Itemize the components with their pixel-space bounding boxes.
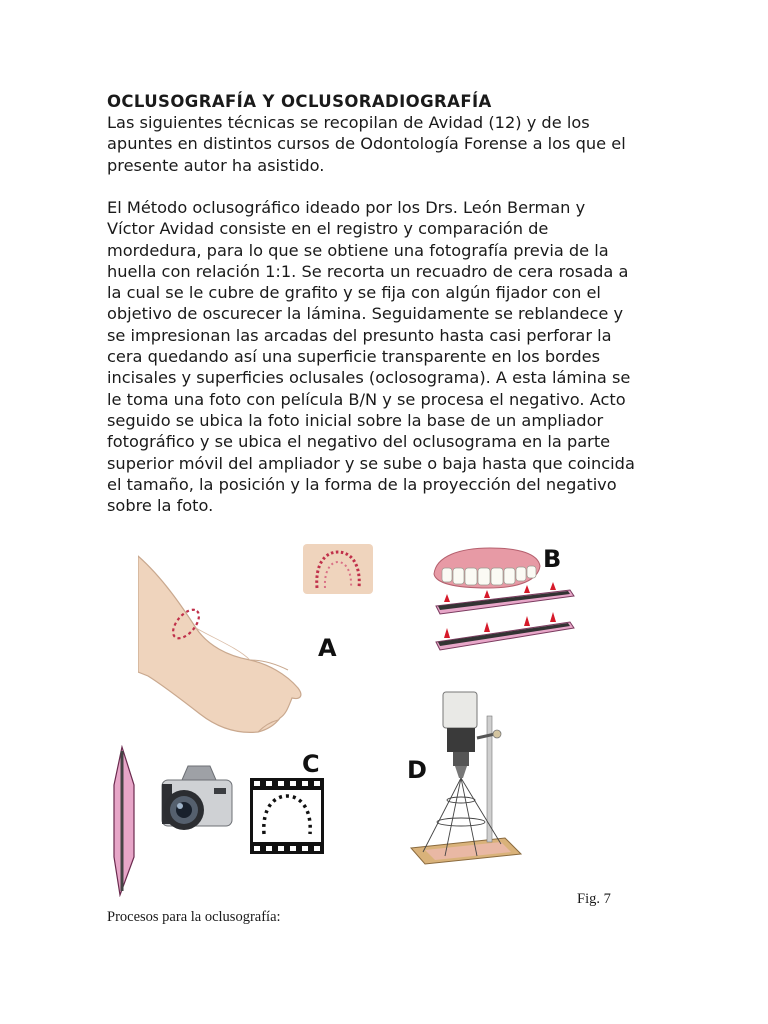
text-line: Las siguientes técnicas se recopilan de Avidad (12) y de los bbox=[107, 113, 590, 132]
figure-label-b: B bbox=[543, 545, 562, 573]
figure-label-d: D bbox=[407, 756, 427, 784]
text-line: la cual se le cubre de grafito y se fija con algún fijador con el bbox=[107, 283, 601, 303]
text-line: El Método oclusográfico ideado por los Drs. León Berman y bbox=[107, 198, 586, 217]
text-line: incisales y superficies oclusales (oclosograma). A esta lámina se bbox=[107, 368, 631, 388]
method-paragraph bbox=[107, 197, 667, 516]
camera-icon bbox=[158, 762, 236, 836]
arm-bite-illustration bbox=[138, 548, 308, 738]
figure-caption: Procesos para la oclusografía: bbox=[107, 909, 281, 925]
figure-label-c: C bbox=[302, 750, 320, 778]
text-line: se impresionan las arcadas del presunto hasta casi perforar la bbox=[107, 325, 612, 345]
text-line: el tamaño, la posición y la forma de la proyección del negativo bbox=[107, 474, 617, 494]
section-heading: OCLUSOGRAFÍA Y OCLUSORADIOGRAFÍA bbox=[107, 92, 492, 111]
figure-number: Fig. 7 bbox=[577, 891, 611, 907]
text-line: Víctor Avidad consiste en el registro y comparación de bbox=[107, 219, 549, 239]
wax-sheet-side-view bbox=[112, 745, 140, 897]
text-line: presente autor ha asistido. bbox=[107, 155, 325, 175]
text-line: seguido se ubica la foto inicial sobre la base de un ampliador bbox=[107, 410, 604, 430]
intro-paragraph bbox=[107, 112, 667, 176]
bite-mark-closeup bbox=[303, 544, 373, 594]
text-line: fotográfico y se ubica el negativo del oclusograma en la parte bbox=[107, 432, 611, 452]
text-line: mordedura, para lo que se obtiene una fotografía previa de la bbox=[107, 240, 609, 260]
text-line: superior móvil del ampliador y se sube o baja hasta que coincida bbox=[107, 453, 635, 473]
text-line: huella con relación 1:1. Se recorta un recuadro de cera rosada a bbox=[107, 261, 629, 281]
text-line: apuntes en distintos cursos de Odontología Forense a los que el bbox=[107, 134, 626, 154]
text-line: sobre la foto. bbox=[107, 496, 214, 516]
text-line: cera quedando así una superficie transparente en los bordes bbox=[107, 347, 601, 367]
text-line: objetivo de oscurecer la lámina. Seguidamente se reblandece y bbox=[107, 304, 624, 324]
figure-label-a: A bbox=[318, 634, 337, 662]
film-negative-icon bbox=[250, 778, 324, 854]
text-line: le toma una foto con película B/N y se procesa el negativo. Acto bbox=[107, 389, 626, 409]
